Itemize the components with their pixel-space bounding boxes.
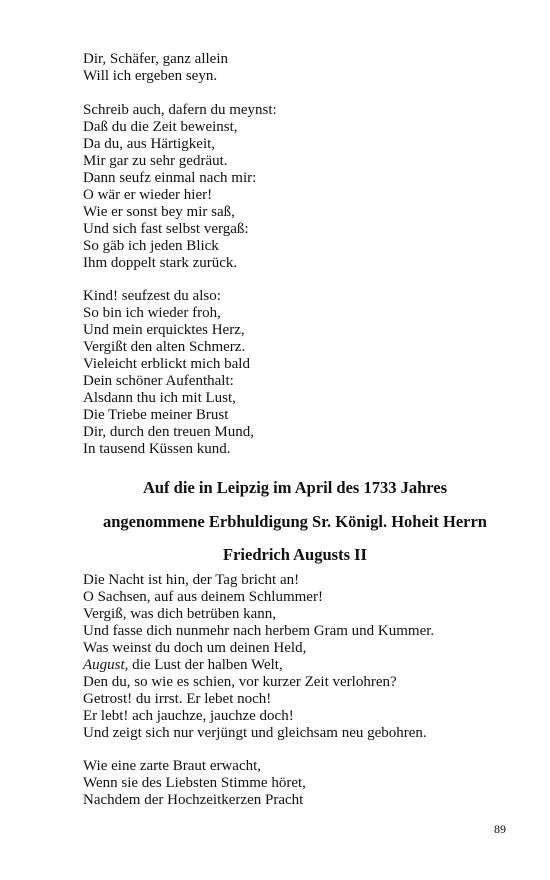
- verse-line: Wenn sie des Liebsten Stimme höret,: [83, 775, 306, 791]
- verse-line: [83, 657, 434, 674]
- verse-line: Wie eine zarte Braut erwacht,: [83, 758, 262, 774]
- verse-line: Und sich fast selbst vergaß:: [83, 221, 249, 237]
- verse-line-rest: die Lust der halben Welt,: [128, 657, 283, 673]
- verse-line: Daß du die Zeit beweinst,: [83, 119, 238, 135]
- stanza: [83, 51, 228, 85]
- verse-line: Mir gar zu sehr gedräut.: [83, 153, 228, 169]
- verse-line: Will ich ergeben seyn.: [83, 68, 218, 84]
- verse-line: O Sachsen, auf aus deinem Schlummer!: [83, 589, 323, 605]
- verse-line: Vieleicht erblickt mich bald: [83, 356, 250, 372]
- poem-title-line-2: angenommene Erbhuldigung Sr. Königl. Hoheit Herrn: [103, 512, 487, 531]
- verse-line: In tausend Küssen kund.: [83, 441, 231, 457]
- verse-line: So bin ich wieder froh,: [83, 305, 221, 321]
- verse-line: Ihm doppelt stark zurück.: [83, 255, 238, 271]
- verse-line: Er lebt! ach jauchze, jauchze doch!: [83, 708, 294, 724]
- name-emphasis: August,: [83, 657, 129, 673]
- stanza: [83, 288, 254, 458]
- verse-line: So gäb ich jeden Blick: [83, 238, 219, 254]
- verse-line: Dir, durch den treuen Mund,: [83, 424, 255, 440]
- verse-line: Getrost! du irrst. Er lebet noch!: [83, 691, 272, 707]
- verse-line: Dann seufz einmal nach mir:: [83, 170, 257, 186]
- verse-line: Die Nacht ist hin, der Tag bricht an!: [83, 572, 300, 588]
- verse-line: Da du, aus Härtigkeit,: [83, 136, 216, 152]
- verse-line: Dir, Schäfer, ganz allein: [83, 51, 228, 67]
- verse-line: Dein schöner Aufenthalt:: [83, 373, 234, 389]
- verse-line: Den du, so wie es schien, vor kurzer Zeit verlohren?: [83, 674, 397, 690]
- verse-line: Was weinst du doch um deinen Held,: [83, 640, 307, 656]
- verse-line: Vergißt den alten Schmerz.: [83, 339, 246, 355]
- verse-line: Und fasse dich nunmehr nach herbem Gram und Kummer.: [83, 623, 435, 639]
- verse-line: Und zeigt sich nur verjüngt und gleichsam neu gebohren.: [83, 725, 427, 741]
- verse-line: Vergiß, was dich betrüben kann,: [83, 606, 277, 622]
- verse-line: Kind! seufzest du also:: [83, 288, 221, 304]
- verse-line: O wär er wieder hier!: [83, 187, 213, 203]
- verse-line: Die Triebe meiner Brust: [83, 407, 229, 423]
- stanza: [83, 102, 277, 272]
- verse-line: Schreib auch, dafern du meynst:: [83, 102, 277, 118]
- page-number: 89: [494, 822, 506, 836]
- verse-line: Wie er sonst bey mir saß,: [83, 204, 235, 220]
- stanza: [83, 758, 306, 809]
- verse-line: Alsdann thu ich mit Lust,: [83, 390, 236, 406]
- verse-line: Und mein erquicktes Herz,: [83, 322, 245, 338]
- poem-title-line-1: Auf die in Leipzig im April des 1733 Jahres: [142, 478, 448, 497]
- stanza: [83, 572, 434, 742]
- verse-line: Nachdem der Hochzeitkerzen Pracht: [83, 792, 304, 808]
- poem-title-line-3: Friedrich Augusts II: [223, 545, 367, 564]
